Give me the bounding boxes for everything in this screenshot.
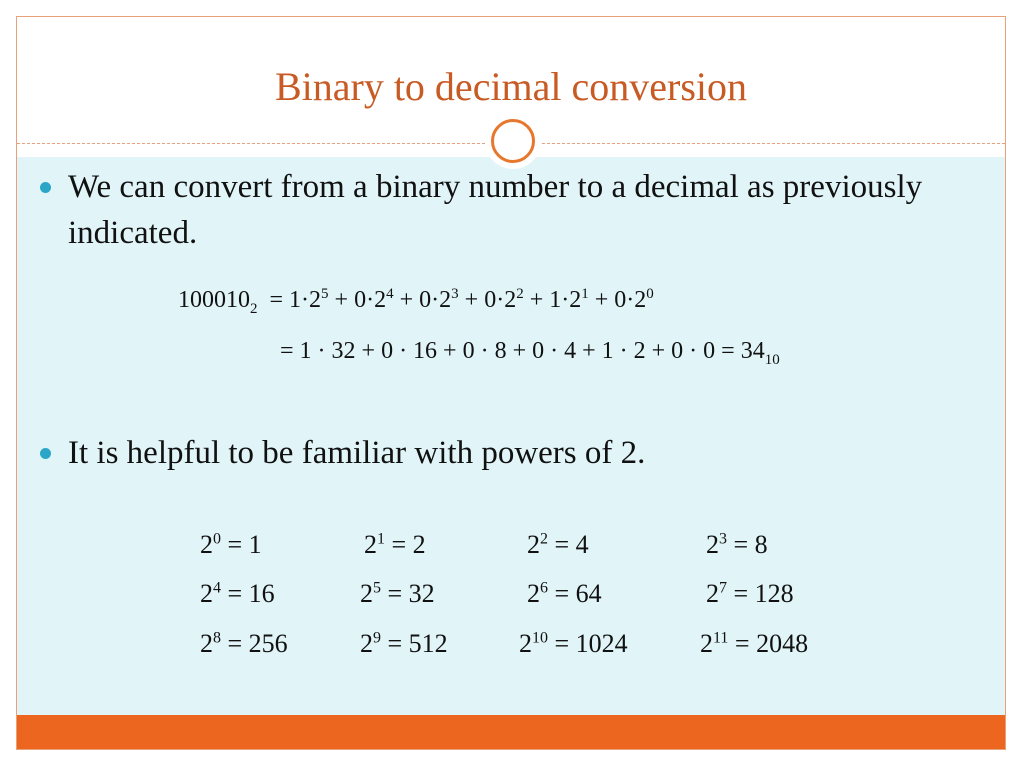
power-of-two: $2^8 = 256$ (200, 629, 288, 658)
power-of-two: $2^6 = 64$ (527, 579, 602, 608)
power-of-two: $2^{10} = 1024$ (519, 629, 628, 658)
term: $0\cdot 2^2$ (484, 286, 524, 313)
bullet-text: It is helpful to be familiar with powers of 2. (68, 435, 646, 471)
term: $0\cdot 2^3$ (419, 286, 459, 313)
bullet-item (40, 164, 970, 256)
footer-bar (17, 715, 1005, 749)
term: $0\cdot 2^0$ (614, 286, 654, 313)
power-of-two: $2^{11} = 2048$ (700, 629, 809, 658)
power-of-two: $2^1 = 2$ (364, 530, 426, 559)
bullet-dot-icon (40, 448, 51, 459)
slide (16, 16, 1006, 750)
slide-title: Binary to decimal conversion (274, 64, 748, 109)
bullet-text: We can convert from a binary number to a decimal as previously indicated. (68, 169, 923, 251)
power-of-two: $2^7 = 128$ (706, 579, 794, 608)
power-of-two: $2^4 = 16$ (200, 579, 275, 608)
term: $1\cdot 2^1$ (549, 286, 589, 313)
power-of-two: $2^2 = 4$ (527, 530, 589, 559)
binary-number: 100010 (178, 287, 250, 313)
power-of-two: $2^3 = 8$ (706, 530, 768, 559)
equation-line-2 (280, 338, 780, 369)
expansion-text: = 1 · 32 + 0 · 16 + 0 · 8 + 0 · 4 + 1 · 2 + 0 · 0 = 34 (280, 338, 765, 364)
term: $1\cdot 2^5$ (289, 286, 329, 313)
bullet-item (40, 430, 970, 476)
power-of-two: $2^9 = 512$ (360, 629, 448, 658)
bullet-dot-icon (40, 182, 51, 193)
power-of-two: $2^0 = 1$ (200, 530, 262, 559)
result-base: 10 (764, 351, 780, 368)
term: $0\cdot 2^4$ (354, 286, 394, 313)
power-of-two: $2^5 = 32$ (360, 579, 435, 608)
equation-line-1: $100010_2 = 1\cdot 2^5 + 0\cdot 2^4 + 0\cdot 2^3 + 0\cdot 2^2 + 1\cdot 2^1 + 0\cdot 2^0$ (178, 286, 654, 317)
binary-base: 2 (250, 300, 258, 317)
ring-inner (491, 119, 535, 163)
ring-ornament-icon (485, 113, 541, 169)
